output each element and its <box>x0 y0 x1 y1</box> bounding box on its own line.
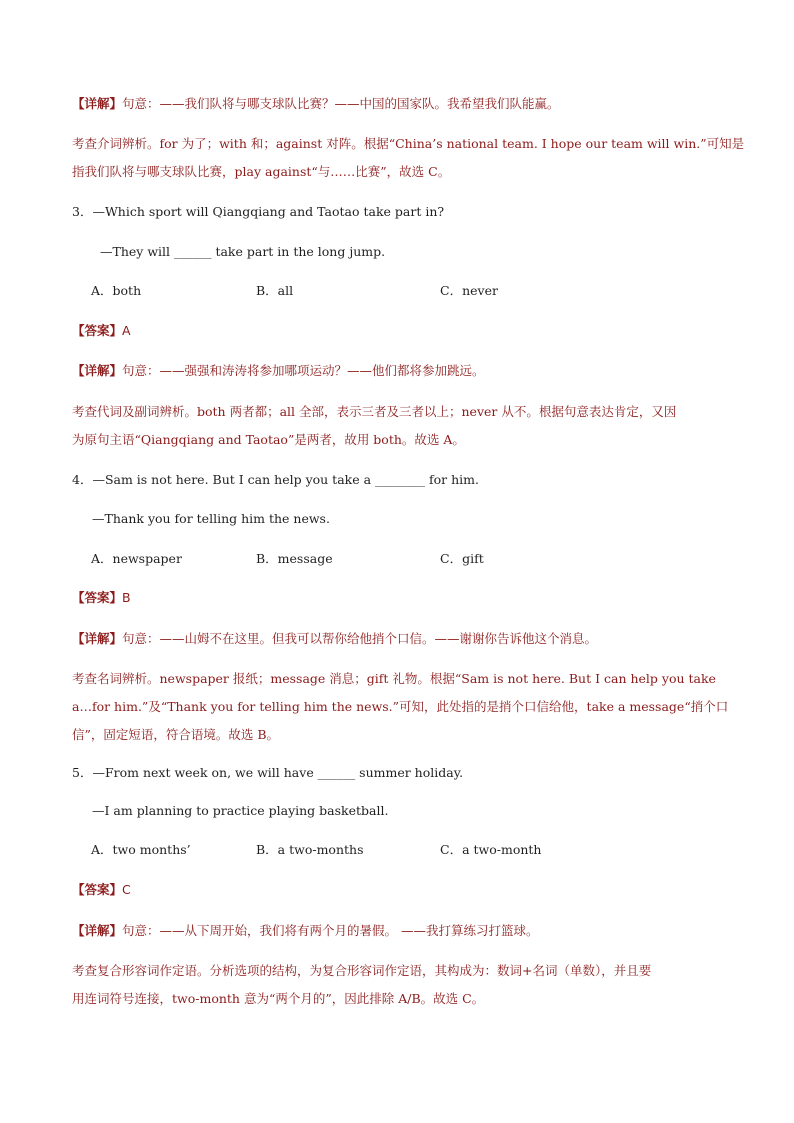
q4-analysis-line-1: 考查名词辨析。newspaper 报纸；message 消息；gift 礼物。根据“Sam is not here. But I can help you take <box>72 671 716 686</box>
q5-line-1: —From next week on, we will have ______ summer holiday. <box>92 765 464 780</box>
q4-line-2: —Thank you for telling him the news. <box>92 511 330 526</box>
q4-stem-line-1 <box>72 472 479 488</box>
q3-number: 3． <box>72 204 93 219</box>
q5-answer-tag: 【答案】 <box>72 882 123 897</box>
q4-answer-tag: 【答案】 <box>72 590 123 605</box>
q5-option-a: A．two months’ <box>91 842 191 857</box>
q2-detail-text: 句意：——我们队将与哪支球队比赛？——中国的国家队。我希望我们队能赢。 <box>122 96 560 111</box>
q3-detail-tag: 【详解】 <box>72 363 123 378</box>
q4-analysis-line-3: 信”，固定短语，符合语境。故选 B。 <box>72 727 280 742</box>
q4-line-1: —Sam is not here. But I can help you take a ________ for him. <box>92 472 479 487</box>
q5-detail-tag: 【详解】 <box>72 923 123 938</box>
q5-answer-value: C <box>122 882 131 897</box>
q2-detail <box>72 96 560 112</box>
q3-detail-text: 句意：——强强和涛涛将参加哪项运动？——他们都将参加跳远。 <box>122 363 485 378</box>
q3-stem-line-1 <box>72 204 444 220</box>
q5-stem-line-1 <box>72 765 463 781</box>
q3-line-1: —Which sport will Qiangqiang and Taotao take part in? <box>92 204 445 219</box>
q4-detail-text: 句意：——山姆不在这里。但我可以帮你给他捎个口信。——谢谢你告诉他这个消息。 <box>122 631 598 646</box>
q5-option-b: B．a two-months <box>256 842 364 857</box>
q3-option-c: C．never <box>440 283 498 298</box>
q4-option-c: C．gift <box>440 551 484 566</box>
q3-analysis-line-1: 考查代词及副词辨析。both 两者都；all 全部，表示三者及三者以上；never 从不。根据句意表达肯定，又因 <box>72 404 677 419</box>
q3-analysis-line-2: 为原句主语“Qiangqiang and Taotao”是两者，故用 both。故选 A。 <box>72 432 465 447</box>
q4-analysis-line-2: a…for him.”及“Thank you for telling him the news.”可知，此处指的是捎个口信给他，take a message“捎个口 <box>72 699 729 714</box>
q3-line-2: —They will ______ take part in the long jump. <box>100 244 386 259</box>
q4-option-b: B．message <box>256 551 333 566</box>
q5-line-2: —I am planning to practice playing basketball. <box>92 803 389 818</box>
q4-detail-tag: 【详解】 <box>72 631 123 646</box>
q3-answer-value: A <box>122 323 131 338</box>
q2-analysis-line-2: 指我们队将与哪支球队比赛，play against“与……比赛”，故选 C。 <box>72 164 451 179</box>
q5-analysis-line-2: 用连词符号连接，two-month 意为“两个月的”，因此排除 A/B。故选 C。 <box>72 991 485 1006</box>
q4-answer-value: B <box>122 590 131 605</box>
q4-number: 4． <box>72 472 93 487</box>
q5-analysis-line-1: 考查复合形容词作定语。分析选项的结构，为复合形容词作定语，其构成为：数词+名词（单数），并且要 <box>72 963 652 978</box>
q3-answer <box>72 323 131 339</box>
q3-option-b: B．all <box>256 283 294 298</box>
q4-detail <box>72 631 597 647</box>
q4-answer <box>72 590 131 606</box>
q5-detail <box>72 923 539 939</box>
q5-detail-text: 句意：——从下周开始，我们将有两个月的暑假。 ——我打算练习打篮球。 <box>122 923 539 938</box>
q2-detail-tag: 【详解】 <box>72 96 123 111</box>
q3-answer-tag: 【答案】 <box>72 323 123 338</box>
q5-answer <box>72 882 131 898</box>
q3-detail <box>72 363 485 379</box>
q2-analysis-line-1: 考查介词辨析。for 为了；with 和；against 对阵。根据“China’s national team. I hope our team will win.”可知是 <box>72 136 745 151</box>
q3-option-a: A．both <box>91 283 142 298</box>
q5-option-c: C．a two-month <box>440 842 542 857</box>
q5-number: 5． <box>72 765 93 780</box>
q4-option-a: A．newspaper <box>91 551 182 566</box>
